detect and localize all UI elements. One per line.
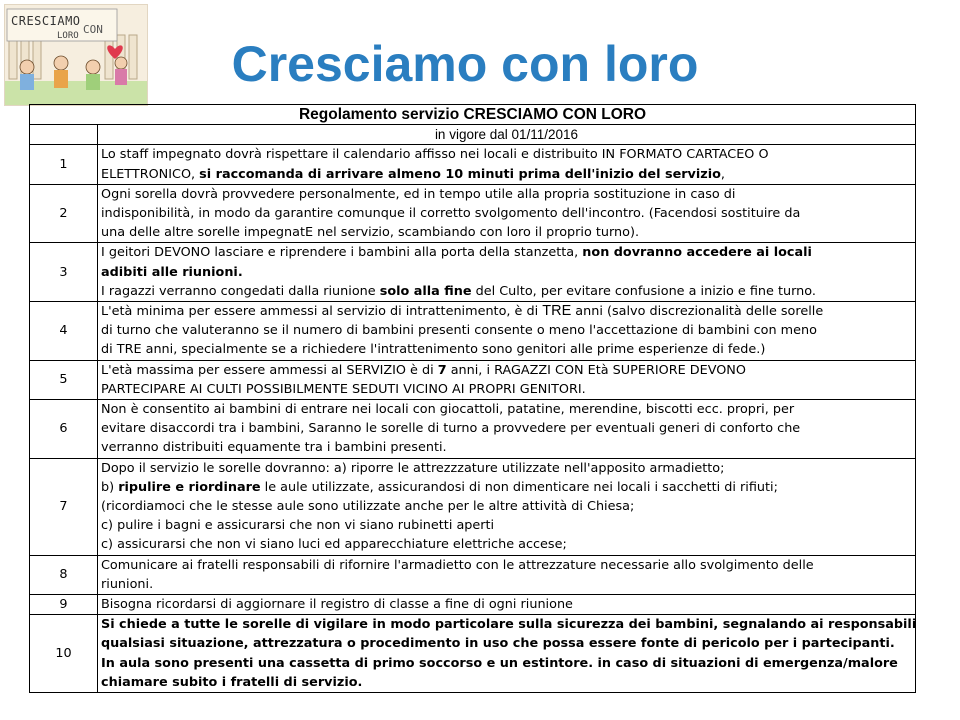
table-row xyxy=(30,302,916,361)
table-row xyxy=(30,400,916,459)
rule-number: 10 xyxy=(30,615,98,693)
text-segment: verranno distribuiti equamente tra i bambini presenti. xyxy=(101,440,447,456)
bold-text: Si chiede a tutte le sorelle di vigilare in modo particolare sulla sicurezza dei bambini, segnalando ai responsabili xyxy=(101,617,917,633)
text-segment: I ragazzi verranno congedati dalla riunione xyxy=(101,283,380,299)
rule-text xyxy=(98,243,916,302)
text-segment: Lo staff impegnato dovrà rispettare il calendario affisso nei locali e distribuito IN FORMATO CARTACEO O xyxy=(101,147,769,163)
bold-text: ripulire e riordinare xyxy=(118,479,261,495)
text-segment: del Culto, per evitare confusione a inizio e fine turno. xyxy=(471,283,816,299)
text-segment: Bisogna ricordarsi di aggiornare il registro di classe a fine di ogni riunione xyxy=(101,597,573,613)
rule-number: 1 xyxy=(30,145,98,184)
rule-number: 4 xyxy=(30,302,98,361)
rule-line xyxy=(101,634,912,653)
rule-line xyxy=(101,263,912,282)
rule-line xyxy=(101,361,912,380)
text-segment: PARTECIPARE AI CULTI POSSIBILMENTE SEDUTI VICINO AI PROPRI GENITORI. xyxy=(101,381,586,397)
rule-number: 6 xyxy=(30,400,98,459)
text-segment: anni (salvo discrezionalità delle sorelle xyxy=(571,304,824,320)
rule-text xyxy=(98,145,916,184)
rule-line xyxy=(101,185,912,204)
text-segment: (ricordiamoci che le stesse aule sono utilizzate anche per le altre attività di Chiesa; xyxy=(101,499,635,515)
text-segment: Ogni sorella dovrà provvedere personalmente, ed in tempo utile alla propria sostituzione in caso di xyxy=(101,186,736,202)
rule-line xyxy=(101,340,912,359)
rule-line xyxy=(101,321,912,340)
rule-line xyxy=(101,438,912,457)
text-segment: una delle altre sorelle impegnatE nel servizio, scambiando con loro il proprio turno). xyxy=(101,225,640,241)
rule-line xyxy=(101,419,912,438)
rule-line xyxy=(101,497,912,516)
rule-number: 9 xyxy=(30,595,98,615)
table-row xyxy=(30,145,916,184)
text-segment: L'età minima per essere ammessi al servizio di intrattenimento, è di xyxy=(101,304,543,320)
rule-line xyxy=(101,535,912,554)
text-segment: TRE xyxy=(542,303,572,320)
table-heading: Regolamento servizio CRESCIAMO CON LORO xyxy=(30,105,916,125)
bold-text: chiamare subito i fratelli di servizio. xyxy=(101,674,363,690)
rule-text xyxy=(98,595,916,615)
bold-text: si raccomanda di arrivare almeno 10 minuti prima dell'inizio del servizio xyxy=(199,166,721,182)
table-row xyxy=(30,360,916,399)
text-segment: le aule utilizzate, assicurandosi di non dimenticare nei locali i sacchetti di rifiuti; xyxy=(260,479,778,495)
empty-cell xyxy=(30,125,98,145)
table-row xyxy=(30,458,916,555)
rule-line xyxy=(101,516,912,535)
text-segment: riunioni. xyxy=(101,576,154,592)
text-segment: b) xyxy=(101,479,119,495)
bold-text: solo alla fine xyxy=(379,283,472,299)
text-segment: di turno che valuteranno se il numero di bambini presenti consente o meno l'accettazione di bambini con meno xyxy=(101,323,817,339)
rule-line xyxy=(101,615,917,634)
rule-text xyxy=(98,555,916,594)
rule-line xyxy=(101,145,912,164)
rule-line xyxy=(101,380,912,399)
rule-number: 3 xyxy=(30,243,98,302)
text-segment: Comunicare ai fratelli responsabili di rifornire l'armadietto con le attrezzature necessarie allo svolgimento delle xyxy=(101,557,814,573)
rule-line xyxy=(101,478,912,497)
rule-line xyxy=(101,556,912,575)
page-title: Cresciamo con loro xyxy=(231,36,699,92)
bold-text: 7 xyxy=(437,362,447,378)
rule-number: 5 xyxy=(30,360,98,399)
regulation-table xyxy=(29,104,916,693)
rule-line xyxy=(101,595,912,614)
effective-date: in vigore dal 01/11/2016 xyxy=(98,125,916,145)
rule-line xyxy=(101,575,912,594)
text-segment: , xyxy=(720,166,725,182)
text-segment: c) pulire i bagni e assicurarsi che non vi siano rubinetti aperti xyxy=(101,518,495,534)
text-segment: I geitori DEVONO lasciare e riprendere i bambini alla porta della stanzetta, xyxy=(101,245,583,261)
rule-text xyxy=(98,360,916,399)
text-segment: c) assicurarsi che non vi siano luci ed apparecchiature elettriche accese; xyxy=(101,537,567,553)
effective-date-row xyxy=(30,125,916,145)
text-segment: indisponibilità, in modo da garantire comunque il corretto svolgomento dell'incontro. (Facendosi sostituire da xyxy=(101,206,801,222)
rule-text xyxy=(98,458,916,555)
logo-lettering: CRESCIAMO CON LORO xyxy=(11,14,103,41)
text-segment: Non è consentito ai bambini di entrare nei locali con giocattoli, patatine, merendine, biscotti ecc. propri, per xyxy=(101,402,795,418)
table-row xyxy=(30,184,916,243)
text-segment: Dopo il servizio le sorelle dovranno: a) riporre le attrezzzature utilizzate nell'apposito armadietto; xyxy=(101,460,725,476)
rule-line xyxy=(101,204,912,223)
table-row xyxy=(30,243,916,302)
rule-number: 2 xyxy=(30,184,98,243)
bold-text: non dovranno accedere ai locali xyxy=(582,245,812,261)
rule-line xyxy=(101,673,912,692)
bold-text: qualsiasi situazione, attrezzatura o procedimento in uso che possa essere fonte di pericolo per i partecipanti. xyxy=(101,636,895,652)
rule-line xyxy=(101,654,912,673)
text-segment: anni, i RAGAZZI CON Età SUPERIORE DEVONO xyxy=(446,362,746,378)
rule-number: 8 xyxy=(30,555,98,594)
text-segment: ELETTRONICO, xyxy=(101,166,200,182)
text-segment: di TRE anni, specialmente se a richiedere l'intrattenimento sono genitori alle prime esperienze di fede.) xyxy=(101,342,766,358)
rule-line xyxy=(101,302,912,321)
bold-text: In aula sono presenti una cassetta di primo soccorso e un estintore. in caso di situazioni di emergenza/malore xyxy=(101,655,898,671)
rule-text xyxy=(98,184,916,243)
table-heading-row xyxy=(30,105,916,125)
rule-line xyxy=(101,400,912,419)
rule-line xyxy=(101,223,912,242)
table-row xyxy=(30,555,916,594)
rule-line xyxy=(101,459,912,478)
rule-text xyxy=(98,615,916,693)
text-segment: L'età massima per essere ammessi al SERVIZIO è di xyxy=(101,362,438,378)
rule-line xyxy=(101,165,912,184)
rule-line xyxy=(101,282,912,301)
bold-text: adibiti alle riunioni. xyxy=(101,264,243,280)
text-segment: evitare disaccordi tra i bambini, Saranno le sorelle di turno a provvedere per eventuali generi di conforto che xyxy=(101,421,801,437)
table-row xyxy=(30,595,916,615)
rule-number: 7 xyxy=(30,458,98,555)
rule-text xyxy=(98,400,916,459)
table-row xyxy=(30,615,916,693)
logo-image xyxy=(4,4,148,106)
rule-text xyxy=(98,302,916,361)
rule-line xyxy=(101,243,912,262)
